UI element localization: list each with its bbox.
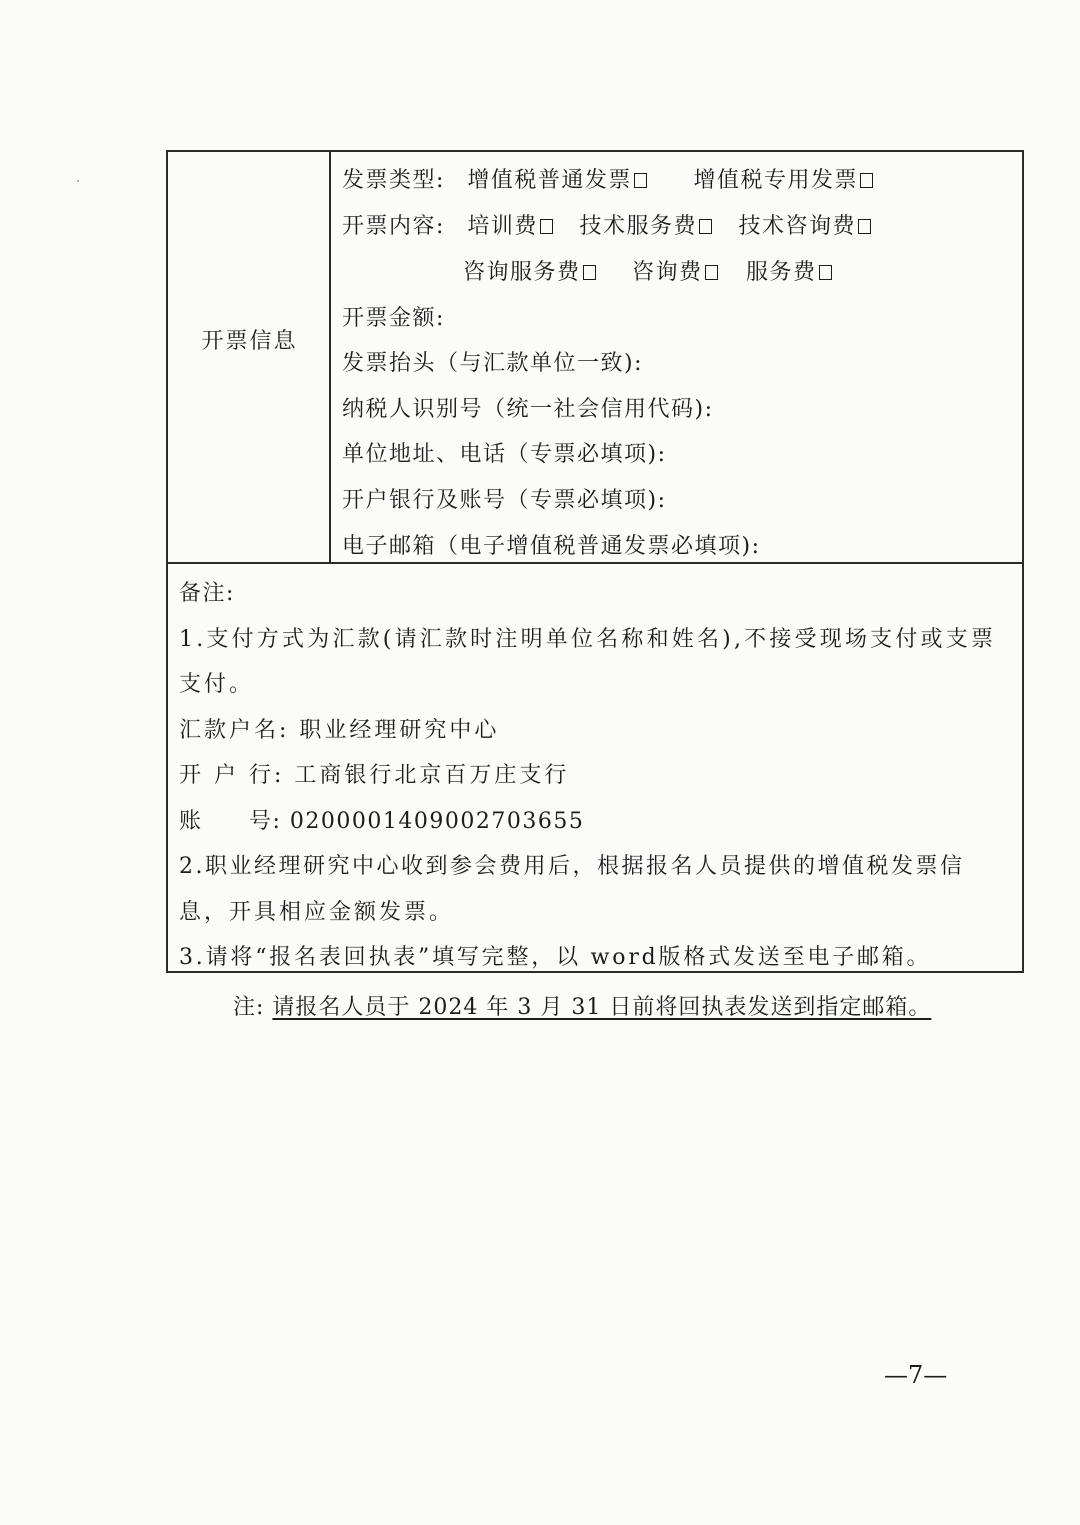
option-vat-special[interactable] (693, 166, 873, 196)
footnote-text: 请报名人员于 2024 年 3 月 31 日前将回执表发送到指定邮箱。 (272, 995, 932, 1020)
option-label: 咨询费 (632, 260, 703, 285)
checkbox[interactable] (699, 219, 712, 234)
scan-speck (77, 180, 79, 182)
checkbox[interactable] (540, 219, 553, 234)
checkbox[interactable] (634, 173, 647, 188)
registration-form-table (166, 150, 1024, 973)
taxpayer-id-field[interactable]: 纳税人识别号（统一社会信用代码): (342, 397, 714, 422)
account-label: 账 (179, 809, 203, 834)
option-label: 增值税专用发票 (693, 168, 858, 193)
account-name-line: 汇款户名: 职业经理研究中心 (179, 718, 500, 743)
option-label: 服务费 (746, 260, 817, 285)
notes-heading: 备注: (179, 581, 235, 606)
email-field[interactable]: 电子邮箱（电子增值税普通发票必填项): (342, 534, 761, 559)
invoice-content-label: 开票内容: (342, 214, 445, 239)
option-label: 咨询服务费 (463, 260, 581, 285)
invoice-content-line-2 (463, 258, 832, 288)
note-item-3: 3.请将“报名表回执表”填写完整，以 word版格式发送至电子邮箱。 (179, 945, 932, 970)
checkbox[interactable] (705, 265, 718, 280)
option-label: 培训费 (467, 214, 538, 239)
checkbox[interactable] (858, 219, 871, 234)
option-label: 技术咨询费 (738, 214, 856, 239)
option-service-fee[interactable] (746, 258, 832, 288)
note-item-2-cont: 息，开具相应金额发票。 (179, 900, 455, 925)
invoice-type-label: 发票类型: (342, 168, 445, 193)
invoice-section-label: 开票信息 (201, 329, 298, 354)
checkbox[interactable] (860, 173, 873, 188)
option-vat-general[interactable] (467, 166, 647, 196)
invoice-amount-field[interactable]: 开票金额: (342, 306, 445, 331)
bank-line: 开 户 行: 工商银行北京百万庄支行 (179, 763, 570, 788)
footnote (233, 992, 931, 1024)
invoice-title-field[interactable]: 发票抬头（与汇款单位一致): (342, 351, 643, 376)
address-phone-field[interactable]: 单位地址、电话（专票必填项): (342, 442, 667, 467)
option-consult-service-fee[interactable] (463, 258, 596, 288)
bank-account-field[interactable]: 开户银行及账号（专票必填项): (342, 488, 667, 513)
checkbox[interactable] (819, 265, 832, 280)
invoice-info-row (168, 152, 1022, 564)
invoice-type-line (342, 166, 873, 196)
invoice-content-line (342, 212, 871, 242)
page-number: —7— (884, 1361, 948, 1389)
invoice-content-cell (331, 152, 1021, 562)
notes-row (168, 564, 1022, 971)
account-number-line (179, 807, 584, 837)
note-item-1-cont: 支付。 (179, 672, 255, 697)
checkbox[interactable] (583, 265, 596, 280)
account-number: 号: 0200001409002703655 (249, 809, 585, 834)
option-tech-consult-fee[interactable] (738, 212, 871, 242)
note-item-2: 2.职业经理研究中心收到参会费用后，根据报名人员提供的增值税发票信 (179, 854, 965, 879)
option-label: 技术服务费 (579, 214, 697, 239)
invoice-label-cell (168, 152, 331, 562)
option-consult-fee[interactable] (632, 258, 718, 288)
note-item-1: 1.支付方式为汇款(请汇款时注明单位名称和姓名),不接受现场支付或支票 (179, 627, 997, 652)
footnote-prefix: 注: (233, 995, 265, 1020)
option-tech-service-fee[interactable] (579, 212, 712, 242)
option-training-fee[interactable] (467, 212, 553, 242)
option-label: 增值税普通发票 (467, 168, 632, 193)
